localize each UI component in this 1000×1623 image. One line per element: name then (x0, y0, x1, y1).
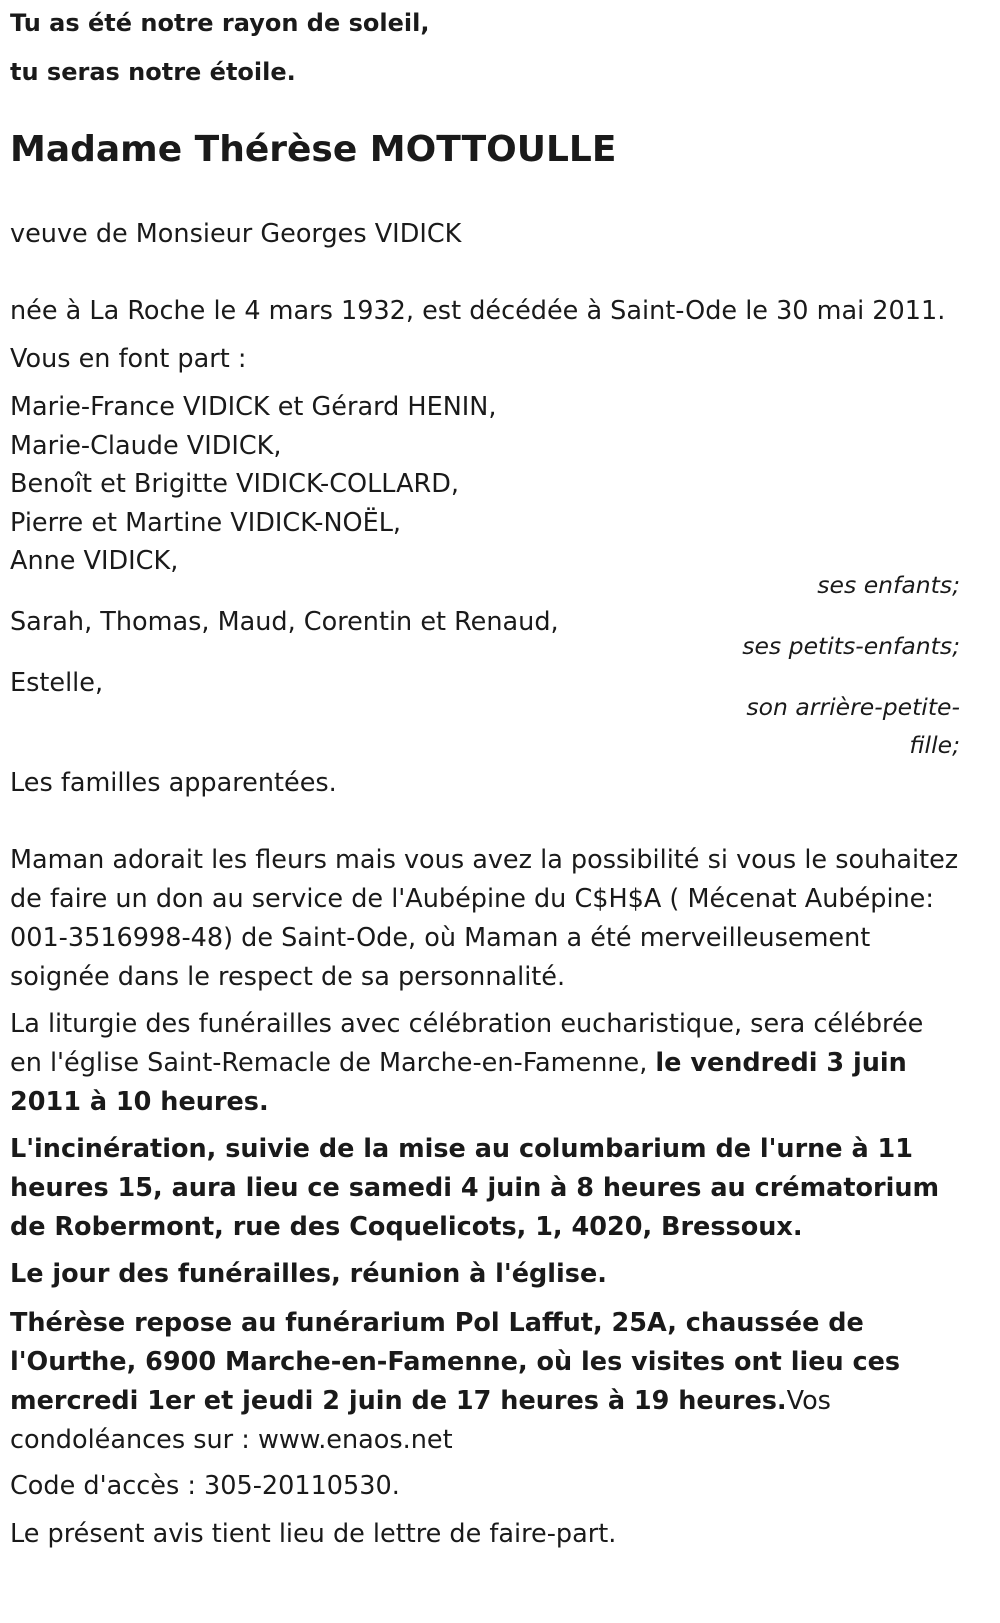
cremation-paragraph: L'incinération, suivie de la mise au columbarium de l'urne à 11 heures 15, aura lieu ce samedi 4 juin à 8 heures au crématorium de Robermont, rue des Coquelicots, 1, 4020, Bressoux. (10, 1134, 940, 1242)
epitaph-line-1: Tu as été notre rayon de soleil, (10, 9, 430, 37)
notice-statement: Le présent avis tient lieu de lettre de faire-part. (10, 1519, 617, 1549)
families: Les familles apparentées. (10, 768, 337, 798)
great-grandchild-relation: son arrière-petite-fille; (746, 693, 960, 759)
grandchildren-relation: ses petits-enfants; (742, 632, 960, 660)
child-1: Marie-France VIDICK et Gérard HENIN, (10, 392, 497, 422)
children-relation: ses enfants; (817, 571, 960, 599)
widow-of: veuve de Monsieur Georges VIDICK (10, 219, 462, 249)
great-grandchild: Estelle, (10, 668, 104, 698)
child-3: Benoît et Brigitte VIDICK-COLLARD, (10, 469, 460, 499)
deceased-name: Madame Thérèse MOTTOULLE (10, 129, 617, 170)
rest-text: Thérèse repose au funérarium Pol Laffut, 25A, chaussée de l'Ourthe, 6900 Marche-en-Famenne, où les visites ont lieu ces mercredi 1er et jeudi 2 juin de 17 heures à 19 heures. (10, 1308, 901, 1416)
epitaph-line-2: tu seras notre étoile. (10, 58, 296, 86)
condolences-text: Vos condoléances sur : www.enaos.net (10, 1386, 831, 1455)
child-5: Anne VIDICK, (10, 546, 179, 576)
child-4: Pierre et Martine VIDICK-NOËL, (10, 508, 402, 538)
liturgy-date: le vendredi 3 juin 2011 à 10 heures. (10, 1048, 907, 1117)
child-2: Marie-Claude VIDICK, (10, 431, 282, 461)
liturgy-paragraph (10, 1005, 960, 1122)
donation-paragraph: Maman adorait les fleurs mais vous avez la possibilité si vous le souhaitez de faire un don au service de l'Aubépine du C$H$A ( Mécenat Aubépine: 001-3516998-48) de Saint-Ode, où Maman a été merveilleusement soignée dans le respect de sa personnalité. (10, 845, 959, 992)
rest-paragraph (10, 1304, 960, 1460)
announcement-intro: Vous en font part : (10, 344, 247, 374)
grandchildren: Sarah, Thomas, Maud, Corentin et Renaud, (10, 607, 559, 637)
access-code: Code d'accès : 305-20110530. (10, 1471, 400, 1501)
liturgy-text: La liturgie des funérailles avec célébration eucharistique, sera célébrée en l'église Saint-Remacle de Marche-en-Famenne, (10, 1009, 924, 1078)
birth-death: née à La Roche le 4 mars 1932, est décédée à Saint-Ode le 30 mai 2011. (10, 296, 946, 326)
meeting-line: Le jour des funérailles, réunion à l'église. (10, 1259, 607, 1289)
